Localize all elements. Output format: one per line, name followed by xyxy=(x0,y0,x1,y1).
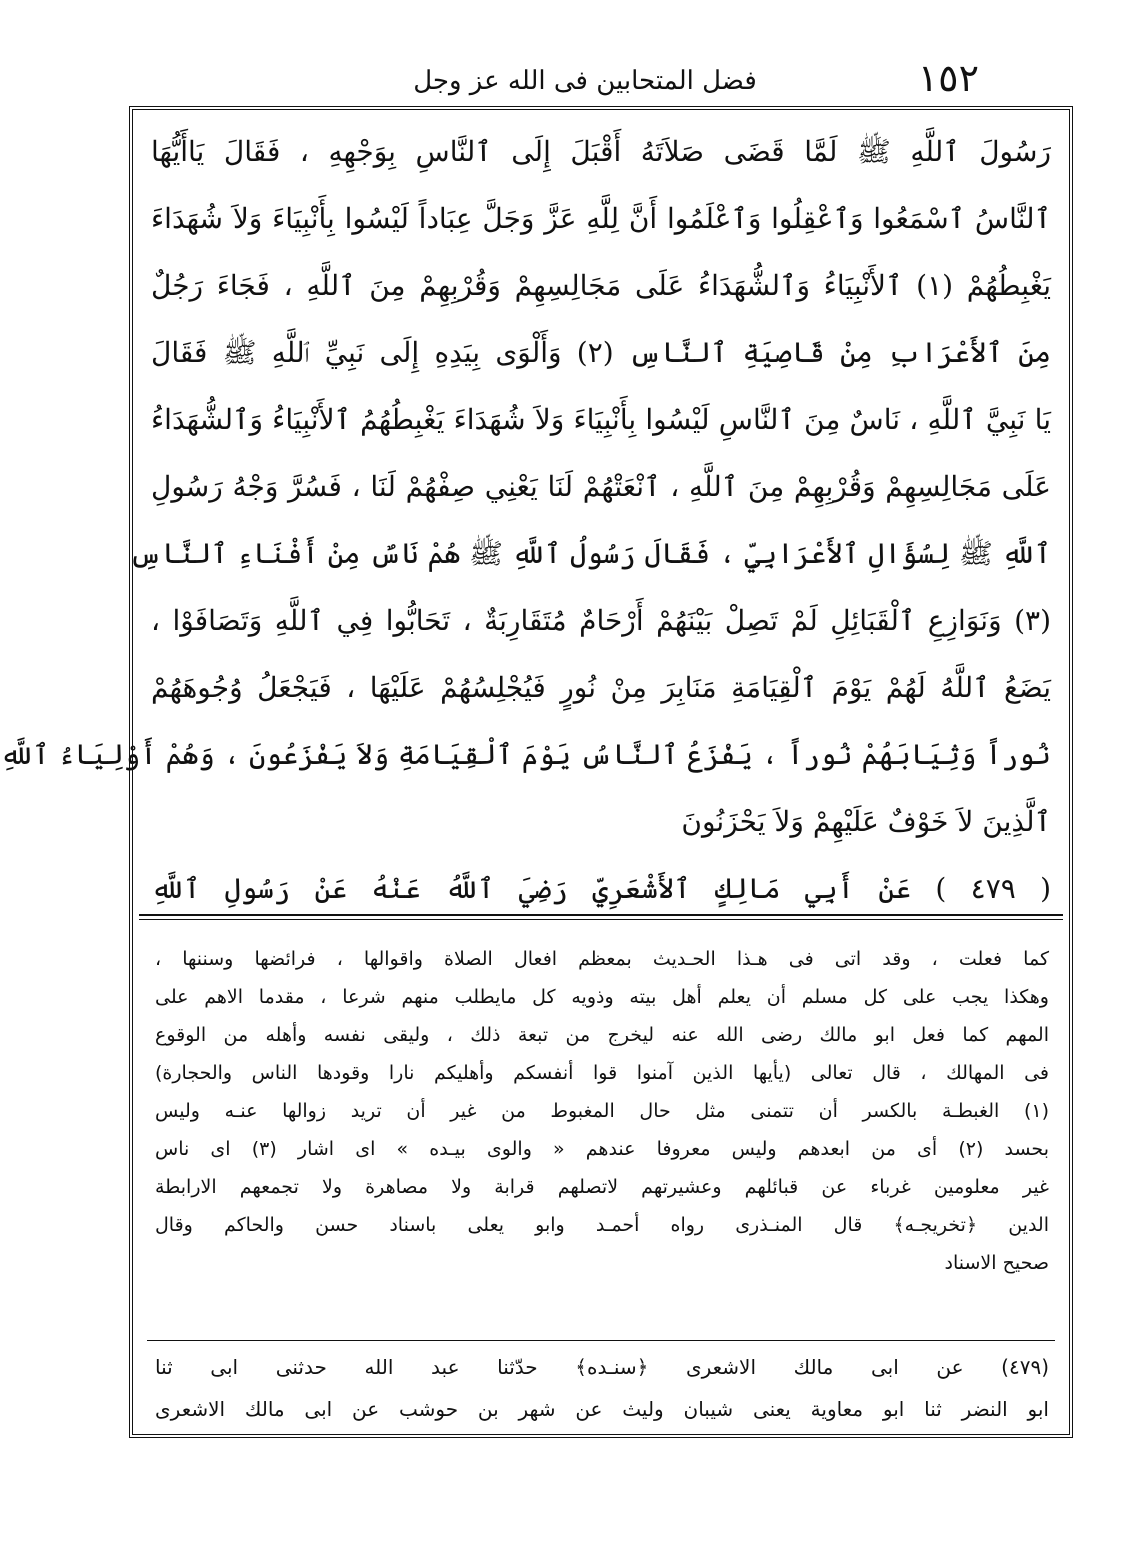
sanad-line: (٤٧٩) عن ابى مالك الاشعرى ﴿سنـده﴾ حدّثنا عبد الله حدثنى ابى ثنا xyxy=(155,1355,1049,1379)
hadith-line: ( ٤٧٩ ) عَنْ أَبِي مَالِكٍ ٱلأَشْعَرِيِّ رَضِيَ ٱللَّهُ عَنْهُ عَنْ رَسُولِ ٱللَّهِ xyxy=(151,872,1052,905)
hadith-line: مِنَ ٱلأَعْرَابِ مِنْ قَاصِيَةِ ٱلنَّاسِ (٢) وَأَلْوَى بِيَدِهِ إِلَى نَبِيِّ ٱللَّهِ ﷺ فَقَالَ xyxy=(151,336,1051,369)
commentary-section xyxy=(155,940,1049,1282)
hadith-line: ٱللَّهِ ﷺ لِسُؤَالِ ٱلأَعْرَابِيِّ ، فَقَالَ رَسُولُ ٱللَّهِ ﷺ هُمْ نَاسٌ مِنْ أَفْنَاءِ ٱلنَّاسِ xyxy=(129,537,1051,570)
hadith-line: رَسُولَ ٱللَّهِ ﷺ لَمَّا قَضَى صَلاَتَهُ أَقْبَلَ إِلَى ٱلنَّاسِ بِوَجْهِهِ ، فَقَالَ يَاأَيُّهَا xyxy=(151,135,1051,168)
hadith-line: نُوراً وَثِيَابَهُمْ نُوراً ، يَفْزَعُ ٱلنَّاسُ يَوْمَ ٱلْقِيَامَةِ وَلاَ يَفْزَعُونَ ، وَهُمْ أَوْلِيَاءُ ٱللَّهِ xyxy=(0,738,1051,771)
footnote-line: (١) الغبطـة بالكسر أن تتمنى مثل حال المغبوط من غير أن تريد زوالها عنـه وليس xyxy=(155,1100,1049,1122)
hadith-line: (٣) وَنَوَازِعِ ٱلْقَبَائِلِ لَمْ تَصِلْ بَيْنَهُمْ أَرْحَامٌ مُتَقَارِبَةٌ ، تَحَابُّوا فِي ٱللَّهِ وَتَصَافَوْا ، xyxy=(151,604,1051,637)
commentary-line: كما فعلت ، وقد اتى فى هـذا الحـديث بمعظم افعال الصلاة واقوالها ، فرائضها وسننها ، xyxy=(155,948,1049,970)
hadith-line: عَلَى مَجَالِسِهِمْ وَقُرْبِهِمْ مِنَ ٱللَّهِ ، ٱنْعَتْهُمْ لَنَا يَعْنِي صِفْهُمْ لَنَا ، فَسُرَّ وَجْهُ رَسُولِ xyxy=(151,470,1051,503)
footnote-line: غير معلومين غرباء عن قبائلهم وعشيرتهم لاتصلهم قرابة ولا مصاهرة ولا تجمعهم الارابطة xyxy=(155,1176,1049,1198)
commentary-line: المهم كما فعل ابو مالك رضى الله عنه ليخرج من تبعة ذلك ، وليقى نفسه وأهله من الوقوع xyxy=(155,1024,1049,1046)
sanad-divider xyxy=(147,1340,1055,1341)
hadith-line: ٱلنَّاسُ ٱسْمَعُوا وَٱعْقِلُوا وَٱعْلَمُوا أَنَّ لِلَّهِ عَزَّ وَجَلَّ عِبَاداً لَيْسُوا بِأَنْبِيَاءَ وَلاَ شُهَدَاءَ xyxy=(151,202,1051,235)
sanad-section xyxy=(155,1346,1049,1430)
hadith-line: يَضَعُ ٱللَّهُ لَهُمْ يَوْمَ ٱلْقِيَامَةِ مَنَابِرَ مِنْ نُورٍ فَيُجْلِسُهُمْ عَلَيْهَا ، فَيَجْعَلُ وُجُوهَهُمْ xyxy=(151,671,1051,704)
hadith-line: يَغْبِطُهُمْ (١) ٱلأَنْبِيَاءُ وَٱلشُّهَدَاءُ عَلَى مَجَالِسِهِمْ وَقُرْبِهِمْ مِنَ ٱللَّهِ ، فَجَاءَ رَجُلٌ xyxy=(151,269,1051,302)
page-number: ١٥٢ xyxy=(917,56,979,100)
hadith-main-text xyxy=(0,118,1052,922)
commentary-line: وهكذا يجب على كل مسلم أن يعلم أهل بيته وذويه كل مايطلب منهم شرعا ، مقدما الاهم على xyxy=(155,986,1049,1008)
footnote-line: الدين ﴿تخريجـه﴾ قال المنـذرى رواه أحمـد وابو يعلى باسناد حسن والحاكم وقال xyxy=(155,1214,1049,1236)
hadith-line: ٱلَّذِينَ لاَ خَوْفٌ عَلَيْهِمْ وَلاَ يَحْزَنُونَ xyxy=(681,805,1051,838)
sanad-line: ابو النضر ثنا ابو معاوية يعنى شيبان وليث عن شهر بن حوشب عن ابى مالك الاشعرى xyxy=(155,1397,1049,1421)
section-divider xyxy=(139,914,1063,920)
footnote-line: بحسد (٢) أى من ابعدهم وليس معروفا عندهم « والوى بيـده » اى اشار (٣) اى ناس xyxy=(155,1138,1049,1160)
commentary-line: فى المهالك ، قال تعالى (يأيها الذين آمنوا قوا أنفسكم وأهليكم نارا وقودها الناس والحجارة) xyxy=(155,1062,1049,1084)
footnote-line: صحيح الاسناد xyxy=(944,1252,1049,1274)
hadith-line: يَا نَبِيَّ ٱللَّهِ ، نَاسٌ مِنَ ٱلنَّاسِ لَيْسُوا بِأَنْبِيَاءَ وَلاَ شُهَدَاءَ يَغْبِطُهُمُ ٱلأَنْبِيَاءُ وَٱلشُّهَدَاءُ xyxy=(151,403,1051,436)
running-title: فضل المتحابين فى الله عز وجل xyxy=(413,66,757,96)
